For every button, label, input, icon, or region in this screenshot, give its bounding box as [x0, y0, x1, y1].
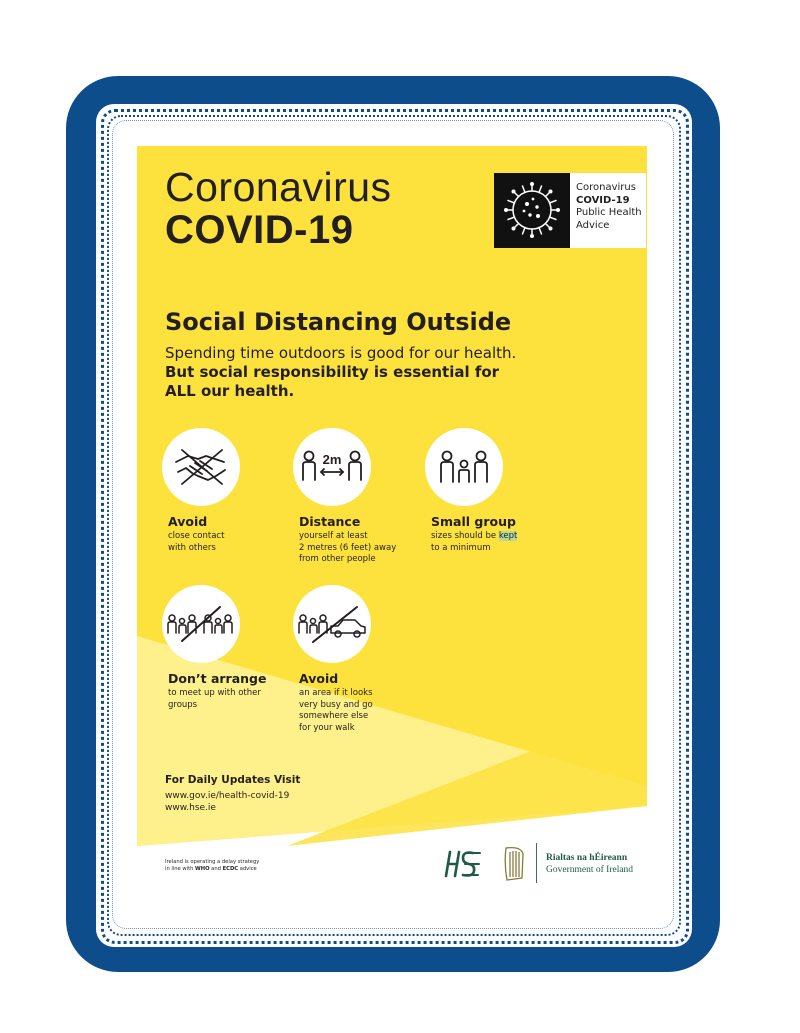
tip-5-desc-line-4: for your walk [299, 722, 355, 733]
delay-strategy-note [165, 859, 259, 873]
intro-line-1: Spending time outdoors is good for our health. [165, 344, 517, 362]
gov-english-name: Government of Ireland [546, 864, 634, 875]
tip-3-desc-line-2: to a minimum [431, 542, 491, 553]
tip-4-desc-line-2: groups [168, 699, 198, 710]
tip-2-icon-text: 2m [322, 452, 342, 467]
badge-line-2: COVID-19 [576, 194, 630, 206]
tip-3-desc [431, 531, 517, 554]
two-metre-distance-icon [293, 428, 371, 506]
tip-5-desc [299, 688, 373, 734]
tip-3-desc-text: sizes should be [431, 531, 499, 541]
tip-1-desc-line-1: close contact [168, 531, 225, 541]
government-of-ireland [546, 853, 633, 876]
public-health-badge [494, 173, 646, 248]
tip-2-label: Distance [299, 514, 361, 529]
tip-3-label: Small group [431, 514, 516, 529]
note-text-a: in line with [165, 866, 196, 872]
covid-poster [137, 146, 647, 894]
tip-2-desc-line-3: from other people [299, 554, 376, 564]
hse-logo [443, 848, 483, 880]
tip-2-desc [299, 531, 396, 566]
tip-1-desc-line-2: with others [168, 542, 216, 553]
intro-text [165, 344, 516, 401]
note-ecdc: ECDC [222, 866, 239, 872]
note-end: advice [238, 866, 257, 872]
virus-icon [494, 173, 570, 248]
tip-3-desc-highlight: kept [498, 531, 518, 541]
note-line-2 [165, 866, 259, 873]
tip-5-desc-line-1: an area if it looks [299, 688, 373, 698]
tip-2-desc-line-1: yourself at least [299, 531, 368, 541]
update-links [165, 791, 289, 814]
badge-line-4: Advice [576, 219, 610, 231]
tip-4-desc-line-1: to meet up with other [168, 688, 261, 698]
tip-4-label: Don’t arrange [168, 671, 267, 686]
section-heading: Social Distancing Outside [165, 308, 512, 336]
note-and: and [209, 866, 223, 872]
note-line-1: Ireland is operating a delay strategy [165, 859, 260, 865]
tip-5-label: Avoid [299, 671, 339, 686]
busy-area-crossed-icon [293, 585, 371, 663]
tip-1-desc [168, 531, 224, 554]
handshake-crossed-icon [162, 428, 240, 506]
intro-line-3: ALL our health. [165, 382, 295, 400]
tip-5-desc-line-3: somewhere else [299, 711, 369, 721]
badge-line-3: Public Health [576, 207, 642, 218]
tip-5-desc-line-2: very busy and go [299, 699, 373, 710]
tip-2-desc-line-2: 2 metres (6 feet) away [299, 542, 397, 553]
harp-emblem-icon [501, 844, 527, 882]
note-who: WHO [195, 866, 210, 872]
small-group-icon [425, 428, 503, 506]
tip-3-desc-line-1 [431, 531, 517, 543]
groups-crossed-icon [162, 585, 240, 663]
tip-4-desc [168, 688, 261, 711]
logo-divider [536, 843, 537, 883]
gov-link: www.gov.ie/health-covid-19 [165, 791, 290, 801]
title-covid19: COVID-19 [165, 208, 354, 252]
badge-line-1: Coronavirus [576, 182, 636, 193]
gov-irish-name: Rialtas na hÉireann [546, 853, 628, 863]
title-coronavirus: Coronavirus [165, 164, 392, 210]
tip-1-label: Avoid [168, 514, 208, 529]
daily-updates-label: For Daily Updates Visit [165, 774, 301, 786]
hse-link: www.hse.ie [165, 802, 216, 813]
intro-line-2: But social responsibility is essential for [165, 363, 500, 381]
